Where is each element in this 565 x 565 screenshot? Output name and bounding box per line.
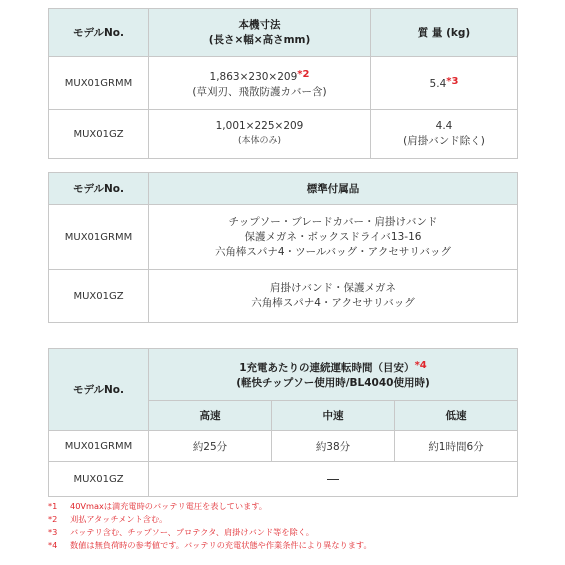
header-speed-low: 低速 — [395, 401, 518, 431]
table-row — [49, 270, 518, 323]
footnote-mark: *3 — [446, 76, 459, 87]
weight-value: 5.4 — [429, 78, 447, 90]
runtime-low-cell: 約1時間6分 — [395, 431, 518, 462]
dimensions-cell — [149, 57, 371, 110]
table-row — [49, 57, 518, 110]
spec-table-runtime — [48, 348, 518, 497]
accessory-line: 六角棒スパナ4・ツールバッグ・アクセサリバッグ — [214, 245, 452, 258]
model-cell: MUX01GRMM — [49, 431, 149, 462]
footnote-mark: *4 — [48, 540, 58, 550]
table-row — [49, 205, 518, 270]
footnotes — [48, 500, 548, 552]
accessory-line: 保護メガネ・ボックスドライバ13-16 — [244, 230, 422, 243]
model-cell: MUX01GZ — [49, 270, 149, 323]
weight-note: (肩掛バンド除く) — [403, 135, 485, 147]
header-dimensions — [149, 9, 371, 57]
dimensions-cell — [149, 110, 371, 159]
table-header-row — [49, 173, 518, 205]
table-header-row — [49, 9, 518, 57]
table-row — [49, 431, 518, 462]
footnote — [48, 539, 548, 552]
header-weight: 質 量 (kg) — [371, 9, 518, 57]
runtime-high-cell: 約25分 — [149, 431, 272, 462]
accessories-cell — [149, 270, 518, 323]
dimensions-value: 1,001×225×209 — [215, 120, 304, 132]
runtime-not-applicable-cell — [149, 462, 518, 497]
header-speed-mid: 中速 — [272, 401, 395, 431]
spec-table-dimensions — [48, 8, 518, 159]
header-model: モデルNo. — [49, 173, 149, 205]
footnote-mark: *4 — [414, 360, 427, 371]
table-row — [49, 462, 518, 497]
weight-cell — [371, 57, 518, 110]
footnote-mark: *1 — [48, 501, 58, 511]
footnote-mark: *2 — [297, 68, 310, 80]
table-header-row — [49, 349, 518, 401]
footnote-text: 数値は無負荷時の参考値です。バッテリの充電状態や作業条件により異なります。 — [70, 540, 372, 550]
table-row — [49, 110, 518, 159]
model-cell: MUX01GRMM — [49, 57, 149, 110]
header-model: モデルNo. — [49, 349, 149, 431]
footnote — [48, 500, 548, 513]
dash-mark — [327, 479, 339, 480]
accessories-cell — [149, 205, 518, 270]
dimensions-note: (草刈刃、飛散防護カバー含) — [192, 85, 327, 98]
dimensions-value: 1,863×230×209 — [209, 70, 298, 83]
footnote-mark: *3 — [48, 527, 58, 537]
accessory-line: 六角棒スパナ4・アクセサリバッグ — [251, 297, 415, 309]
header-runtime-line2: (軽快チップソー使用時/BL4040使用時) — [236, 377, 430, 389]
accessory-line: チップソー・ブレードカバー・肩掛けバンド — [228, 215, 438, 228]
footnote-text: バッテリ含む、チップソー、プロテクタ、肩掛けバンド等を除く。 — [70, 527, 314, 537]
header-dimensions-line1: 本機寸法 — [238, 18, 281, 31]
footnote-text: 刈払アタッチメント含む。 — [70, 514, 168, 524]
model-cell: MUX01GZ — [49, 462, 149, 497]
header-dimensions-line2: (長さ×幅×高さmm) — [208, 33, 311, 46]
weight-value: 4.4 — [435, 120, 453, 132]
dimensions-note: (本体のみ) — [237, 136, 282, 146]
footnote — [48, 513, 548, 526]
footnote — [48, 526, 548, 539]
header-speed-high: 高速 — [149, 401, 272, 431]
header-model: モデルNo. — [49, 9, 149, 57]
model-cell: MUX01GZ — [49, 110, 149, 159]
footnote-text: 40Vmaxは満充電時のバッテリ電圧を表しています。 — [70, 501, 267, 511]
runtime-mid-cell: 約38分 — [272, 431, 395, 462]
model-cell: MUX01GRMM — [49, 205, 149, 270]
accessory-line: 肩掛けバンド・保護メガネ — [270, 282, 396, 294]
weight-cell — [371, 110, 518, 159]
spec-table-accessories — [48, 172, 518, 323]
footnote-mark: *2 — [48, 514, 58, 524]
header-runtime-line1: 1充電あたりの連続運転時間（目安） — [239, 362, 415, 374]
header-accessories: 標準付属品 — [149, 173, 518, 205]
header-runtime — [149, 349, 518, 401]
